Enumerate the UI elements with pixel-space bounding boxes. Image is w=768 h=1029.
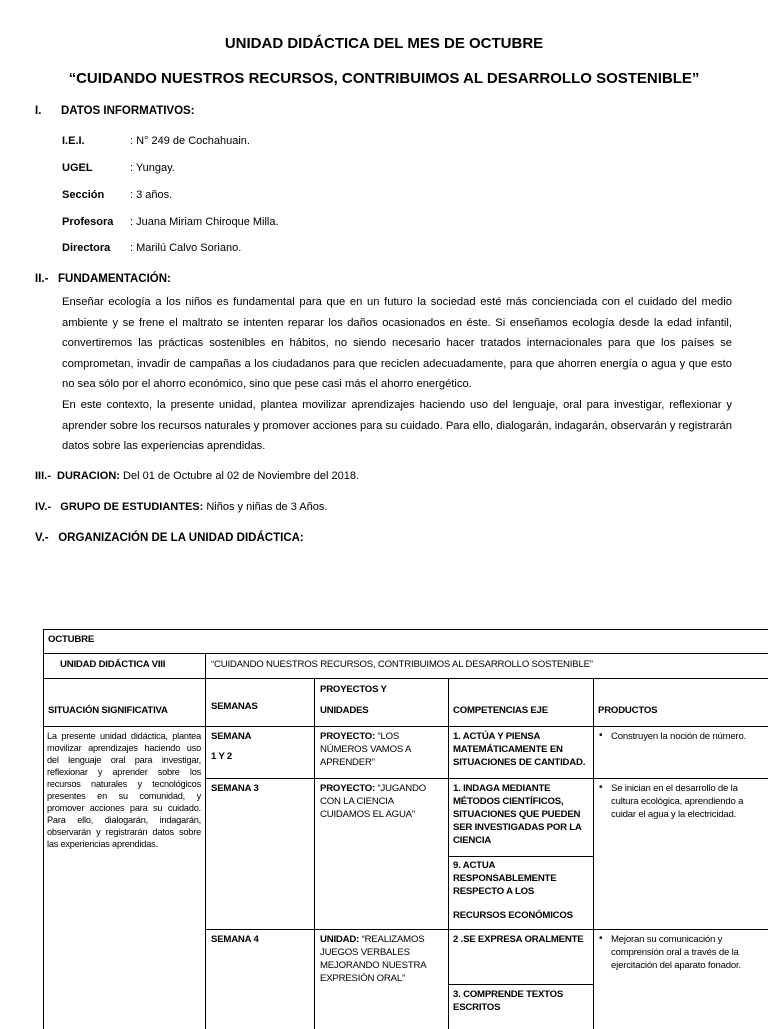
row1-semana-line1: SEMANA <box>211 731 252 742</box>
table-border <box>43 629 44 1029</box>
info-key: Directora <box>62 242 111 254</box>
row1-semana-line2: 1 Y 2 <box>211 751 233 762</box>
info-value: : Yungay. <box>130 162 175 174</box>
row1-proyecto-label: PROYECTO: <box>320 731 376 742</box>
row1-producto: Construyen la noción de número. <box>611 731 747 742</box>
table-unit-name: “CUIDANDO NUESTROS RECURSOS, CONTRIBUIMOS AL DESARROLLO SOSTENIBLE” <box>211 659 593 670</box>
info-value: : 3 años. <box>130 189 173 201</box>
unidad-table <box>43 629 768 1029</box>
info-value: : N° 249 de Cochahuain. <box>130 135 250 147</box>
table-border <box>43 726 768 727</box>
situacion-significativa-text: La presente unidad didáctica, plantea movilizar aprendizajes haciendo uso del lenguaje oral para investigar, reflexionar y aprender sobre los recursos naturales y tecnológicos presentes en su comunidad, y promover acciones para su cuidado. Para ello, dialogarán, indagarán, observarán y registrarán datos sobre las experiencias aprendidas. <box>47 731 201 849</box>
table-border <box>448 856 593 857</box>
fundamentacion-paragraph-2: En este contexto, la presente unidad, plantea movilizar aprendizajes haciendo uso del lenguaje, oral para investigar, reflexionar y aprender sobre los recursos naturales y promover acciones para su cuidado. Para ello, dialogarán, indagarán, observarán y registrarán datos sobre las experiencias aprendidas. <box>62 399 732 452</box>
table-border <box>43 678 768 679</box>
row2-producto: Se inician en el desarrollo de la cultura ecológica, aprendiendo a cuidar el agua y la electricidad. <box>611 783 744 820</box>
row2-proyecto-label: PROYECTO: <box>320 783 376 794</box>
row3-proyecto <box>320 933 444 985</box>
document-title: UNIDAD DIDÁCTICA DEL MES DE OCTUBRE <box>224 35 544 52</box>
section-3-value: Del 01 de Octubre al 02 de Noviembre del 2018. <box>119 470 360 482</box>
row3-competencia-2: 2 .SE EXPRESA ORALMENTE <box>453 934 584 945</box>
header-productos: PRODUCTOS <box>598 705 658 716</box>
row1-proyecto <box>320 730 444 769</box>
row3-proyecto-text: “REALIZAMOS JUEGOS VERBALES MEJORANDO NUESTRA EXPRESIÓN ORAL” <box>320 934 426 984</box>
row3-competencia-3: 3. COMPRENDE TEXTOS ESCRITOS <box>453 989 564 1013</box>
row2-competencia-9: 9. ACTUA RESPONSABLEMENTE RESPECTO A LOS <box>453 860 557 897</box>
section-3-duracion <box>35 470 359 482</box>
row2-proyecto-text: “JUGANDO CON LA CIENCIA CUIDAMOS EL AGUA” <box>320 783 427 820</box>
section-5-heading: V.- ORGANIZACIÓN DE LA UNIDAD DIDÁCTICA: <box>35 532 304 544</box>
header-semanas: SEMANAS <box>211 701 258 712</box>
fundamentacion-paragraph-1: Enseñar ecología a los niños es fundamental para que en un futuro la sociedad esté más concienciada con el cuidado del medio ambiente y se frene el maltrato se intenten reparar los daños ocasionados en éste. Si enseñamos ecología desde la edad infantil, convertiremos las prácticas sostenibles en hábitos, no siendo necesario hacer tratados internacionales para que los países se comprometan, invadir de campañas a los ciudadanos para que reciclen adecuadamente, para que ahorren energía o agua y que esto no sea sólo por el ahorro económico, sino que pese casi más el ahorro energético. <box>62 296 732 390</box>
bullet-icon: • <box>599 782 603 793</box>
info-key: UGEL <box>62 162 93 174</box>
document-subtitle: “CUIDANDO NUESTROS RECURSOS, CONTRIBUIMOS AL DESARROLLO SOSTENIBLE” <box>68 70 700 87</box>
table-border <box>314 678 315 1029</box>
bullet-icon: • <box>599 730 603 741</box>
section-4-grupo <box>35 501 327 513</box>
info-value: : Marilú Calvo Soriano. <box>130 242 242 254</box>
row3-proyecto-label: UNIDAD: <box>320 934 360 945</box>
table-border <box>205 653 206 1029</box>
row3-semana: SEMANA 4 <box>211 934 259 945</box>
row2-competencia-9-cont: RECURSOS ECONÓMICOS <box>453 910 573 921</box>
row1-competencia: 1. ACTÚA Y PIENSA MATEMÁTICAMENTE EN SITUACIONES DE CANTIDAD. <box>453 731 586 768</box>
row3-producto: Mejoran su comunicación y comprensión oral a través de la ejercitación del aparato fonador. <box>611 934 741 971</box>
row2-competencia-1: 1. INDAGA MEDIANTE MÉTODOS CIENTÍFICOS, SITUACIONES QUE PUEDEN SER INVESTIGADAS POR LA CIENCIA <box>453 783 582 846</box>
bullet-icon: • <box>599 933 603 944</box>
table-border <box>205 778 768 779</box>
table-unit-label: UNIDAD DIDÁCTICA VIII <box>60 659 166 670</box>
table-month: OCTUBRE <box>48 634 95 645</box>
header-proyectos-line1: PROYECTOS Y <box>320 684 387 695</box>
info-value: : Juana Miriam Chiroque Milla. <box>130 216 279 228</box>
table-border <box>43 629 768 630</box>
table-border <box>448 984 593 985</box>
table-border <box>205 929 768 930</box>
header-competencias: COMPETENCIAS EJE <box>453 705 548 716</box>
header-situacion: SITUACIÓN SIGNIFICATIVA <box>48 705 168 716</box>
table-border <box>448 678 449 1029</box>
section-1-title: DATOS INFORMATIVOS: <box>61 105 195 117</box>
section-3-label: III.- DURACION: <box>35 470 120 482</box>
section-4-label: IV.- GRUPO DE ESTUDIANTES: <box>35 501 204 513</box>
row2-semana: SEMANA 3 <box>211 783 259 794</box>
info-key: Sección <box>62 189 105 201</box>
info-key: I.E.I. <box>62 135 85 147</box>
row2-proyecto <box>320 782 444 821</box>
table-border <box>43 653 768 654</box>
section-1-heading <box>35 105 195 117</box>
section-1-number: I. <box>35 105 42 117</box>
row1-proyecto-text: “LOS NÚMEROS VAMOS A APRENDER” <box>320 731 411 768</box>
section-4-value: Niños y niñas de 3 Años. <box>203 501 328 513</box>
info-key: Profesora <box>62 216 114 228</box>
header-proyectos-line2: UNIDADES <box>320 705 369 716</box>
table-border <box>593 678 594 1029</box>
section-2-heading: II.- FUNDAMENTACIÓN: <box>35 273 171 285</box>
